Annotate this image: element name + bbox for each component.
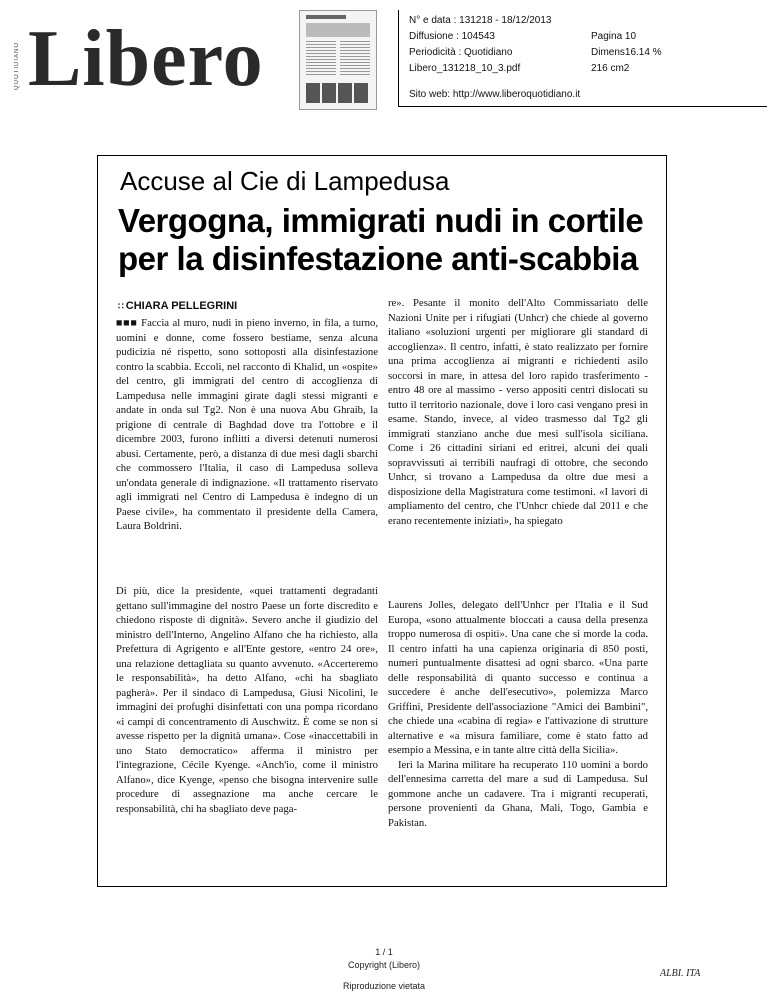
meta-periodicity: Periodicità : Quotidiano — [409, 47, 513, 58]
article-column-2 — [388, 296, 648, 528]
meta-diffusion: Diffusione : 104543 — [409, 31, 495, 42]
article-column-1 — [116, 316, 378, 534]
meta-page: Pagina 10 — [591, 31, 637, 42]
headline-line-1: Vergogna, immigrati nudi in cortile — [118, 202, 644, 239]
column-3-text: Di più, dice la presidente, «quei trattamenti degradanti gettano sull'immagine del nostro Paese un forte discredito e chiedono risposte di dignità». Severo anche il giudizio del ministro dell'Interno, Angelino Alfano che ha richiesto, alla Prefettura di Agrigento e all'Ente gestore, «entro 24 ore», una relazione dettagliata su quanto avvenuto. «Accerteremo le responsabilità», ha detto Alfano, «chi ha sbagliato pagherà». Per il sindaco di Lampedusa, Giusi Nicolini, le immagini dei profughi disinfettati con una pompa ricordano «i campi di concentramento di Auschwitz. È come se non si avesse rispetto per la dignità umana». Cose «inaccettabili in uno Stato democratico» afferma il ministro per l'integrazione, Cécile Kyenge. «Anch'io, come il ministro Alfano», dice Kyenge, «penso che bisogna intervenire sulle procedure di assegnazione ma anche cercare le responsabilità, chi ha sbagliato deve paga- — [116, 585, 378, 815]
headline-line-2: per la disinfestazione anti-scabbia — [118, 240, 638, 277]
lead-mark: ■■■ — [116, 317, 138, 329]
column-2-text: re». Pesante il monito dell'Alto Commissariato delle Nazioni Unite per i rifugiati (Unhcr) che chiede al governo italiano «soluzioni urgenti per migliorare gli standard di accoglienza». Il centro, infatti, è stato realizzato per fornire una prima accoglienza ai migranti e richiedenti asilo soccorsi in mare, in attesa del loro rapido trasferimento - entro 48 ore al massimo - verso appositi centri dislocati su tutto il territorio nazionale, dove i loro casi vengano presi in esame. Stando, invece, al video trasmesso dal Tg2 gli immigrati stanziano anche due mesi sull'isola siciliana. Come i 26 cittadini siriani ed eritrei, alcuni dei quali sopravvissuti ai terribili naufragi di ottobre, che secondo Unhcr, si trovano a Lampedusa da oltre due mesi a disposizione della Magistratura come testimoni. «I lavori di ampliamento del centro, che l'Unhcr chiede dal 2011 e che erano recentemente iniziati», ha spiegato — [388, 297, 648, 527]
meta-website: Sito web: http://www.liberoquotidiano.it — [409, 89, 581, 100]
article-kicker: Accuse al Cie di Lampedusa — [120, 166, 450, 196]
meta-date: N° e data : 131218 - 18/12/2013 — [409, 15, 552, 26]
albi-mark: ALBI. ITA — [660, 968, 701, 979]
byline-mark: ∷ — [118, 301, 123, 311]
byline — [118, 300, 237, 312]
meta-area: 216 cm2 — [591, 63, 630, 74]
meta-dimension: Dimens16.14 % — [591, 47, 662, 58]
page-thumbnail — [299, 10, 377, 110]
article-headline — [118, 202, 658, 278]
author-name: CHIARA PELLEGRINI — [125, 300, 238, 312]
page-footer — [300, 946, 468, 993]
article-column-3 — [116, 584, 378, 816]
column-1-text: Faccia al muro, nudi in pieno inverno, in fila, a turno, uomini e donne, come fossero bestiame, senza alcuna pudicizia né rispetto, sono sottoposti alla disinfestazione contro la scabbia. Eccoli, nel racconto di Khalid, un «ospite» del centro, gli immigrati del centro di accoglienza di Lampedusa nelle immagini girate dagli stessi migranti e andate in onda sul Tg2. Non è una nuova Abu Ghraib, la prigione di centrale di Baghdad dove tra l'ottobre e il dicembre 2003, furono inflitti a diversi detenuti numerosi abusi. Certamente, però, a distanza di due mesi dagli sbarchi che commossero l'Italia, il caso di Lampedusa solleva un'ondata generale di indignazione. «Il trattamento riservato agli immigrati nel Centro di Lampedusa è indegno di un Paese civile», ha commentato il presidente della Camera, Laura Boldrini. — [116, 317, 378, 532]
article-column-4 — [388, 598, 648, 830]
logo-side-label: QUOTIDIANO — [14, 41, 20, 90]
newspaper-logo — [14, 15, 264, 104]
column-4-text: Laurens Jolles, delegato dell'Unhcr per l'Italia e il Sud Europa, «sono attualmente bloccati a causa della presenza troppo numerosa di ospiti». Una cane che si morde la coda. Il centro infatti ha una capienza originaria di 850 posti, numeri puntualmente disattesi ad ogni sbarco. «Una parte delle responsabilità di quanto successo e continua a succedere è anche dell'esecutivo», polemizza Marco Griffini, Presidente dell'associazione "Amici dei Bambini", che chiede una «cabina di regia» e l'attivazione di strutture alternative e «a misura familiare, come è stato fatto ad esempio a Messina, e in tante altre città della Sicilia». — [388, 599, 648, 756]
article-clipping — [97, 155, 667, 887]
logo-wordmark: Libero — [28, 15, 264, 103]
reproduction-notice: Riproduzione vietata — [342, 981, 426, 991]
meta-file: Libero_131218_10_3.pdf — [409, 63, 521, 74]
clipping-metadata — [398, 10, 767, 107]
column-4-text-b: Ieri la Marina militare ha recuperato 110 uomini a bordo dell'ennesima carretta del mare a sud di Lampedusa. Sul gommone anche un cadavere. Tra i migranti recuperati, persone provenienti da Ghana, Mali, Togo, Gambia e Pakistan. — [388, 758, 648, 829]
page-count: 1 / 1 — [375, 947, 393, 957]
copyright: Copyright (Libero) — [347, 960, 421, 970]
